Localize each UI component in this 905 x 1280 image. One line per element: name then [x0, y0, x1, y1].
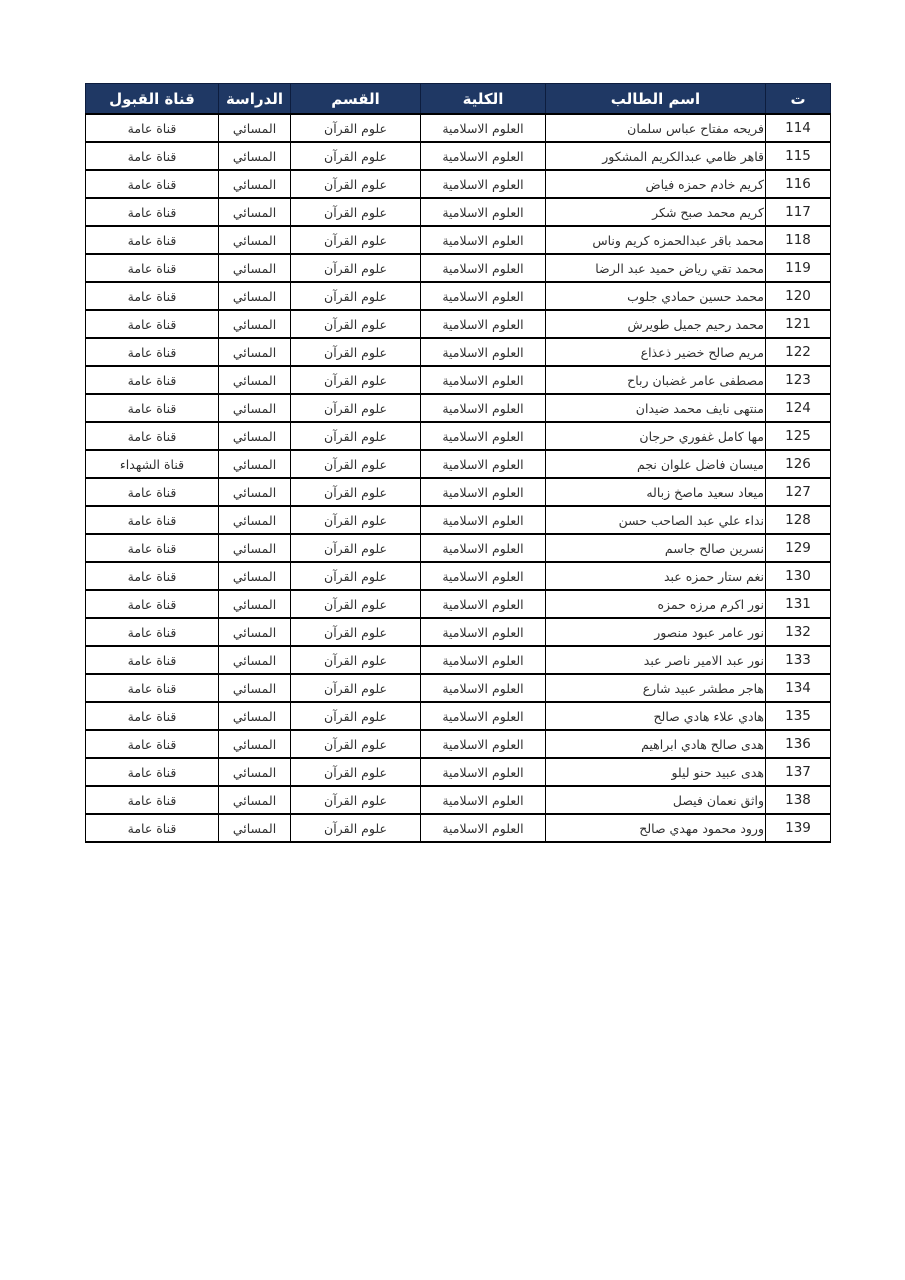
- cell-no: 139: [766, 814, 831, 842]
- col-header-dept: القسم: [291, 84, 421, 115]
- cell-channel: قناة عامة: [86, 142, 219, 170]
- cell-channel: قناة عامة: [86, 506, 219, 534]
- cell-dept: علوم القرآن: [291, 478, 421, 506]
- cell-no: 126: [766, 450, 831, 478]
- cell-name: هاجر مطشر عبيد شارع: [546, 674, 766, 702]
- cell-name: فريحه مفتاح عباس سلمان: [546, 114, 766, 142]
- table-row: [86, 142, 831, 170]
- table-header: [86, 84, 831, 115]
- cell-college: العلوم الاسلامية: [421, 338, 546, 366]
- cell-dept: علوم القرآن: [291, 786, 421, 814]
- cell-dept: علوم القرآن: [291, 450, 421, 478]
- cell-dept: علوم القرآن: [291, 702, 421, 730]
- cell-name: محمد تقي رياض حميد عبد الرضا: [546, 254, 766, 282]
- cell-no: 134: [766, 674, 831, 702]
- cell-study: المسائي: [219, 786, 291, 814]
- table-row: [86, 170, 831, 198]
- cell-dept: علوم القرآن: [291, 814, 421, 842]
- cell-no: 129: [766, 534, 831, 562]
- table-body: [86, 114, 831, 842]
- cell-name: نسرين صالح جاسم: [546, 534, 766, 562]
- cell-no: 121: [766, 310, 831, 338]
- cell-no: 116: [766, 170, 831, 198]
- cell-college: العلوم الاسلامية: [421, 114, 546, 142]
- cell-channel: قناة عامة: [86, 618, 219, 646]
- cell-college: العلوم الاسلامية: [421, 310, 546, 338]
- cell-name: منتهى نايف محمد ضيدان: [546, 394, 766, 422]
- cell-study: المسائي: [219, 394, 291, 422]
- cell-study: المسائي: [219, 618, 291, 646]
- cell-dept: علوم القرآن: [291, 674, 421, 702]
- cell-no: 135: [766, 702, 831, 730]
- cell-college: العلوم الاسلامية: [421, 282, 546, 310]
- cell-channel: قناة عامة: [86, 282, 219, 310]
- cell-name: محمد حسين حمادي جلوب: [546, 282, 766, 310]
- cell-no: 115: [766, 142, 831, 170]
- cell-name: ورود محمود مهدي صالح: [546, 814, 766, 842]
- cell-name: كريم خادم حمزه فياض: [546, 170, 766, 198]
- table-row: [86, 618, 831, 646]
- table-row: [86, 422, 831, 450]
- col-header-channel: قناة القبول: [86, 84, 219, 115]
- cell-study: المسائي: [219, 590, 291, 618]
- cell-college: العلوم الاسلامية: [421, 422, 546, 450]
- cell-study: المسائي: [219, 562, 291, 590]
- cell-channel: قناة عامة: [86, 534, 219, 562]
- cell-study: المسائي: [219, 226, 291, 254]
- cell-name: نغم ستار حمزه عبد: [546, 562, 766, 590]
- cell-name: مها كامل غفوري حرجان: [546, 422, 766, 450]
- cell-college: العلوم الاسلامية: [421, 814, 546, 842]
- cell-no: 120: [766, 282, 831, 310]
- cell-name: نداء علي عبد الصاحب حسن: [546, 506, 766, 534]
- cell-name: محمد باقر عبدالحمزه كريم وناس: [546, 226, 766, 254]
- cell-channel: قناة عامة: [86, 814, 219, 842]
- cell-study: المسائي: [219, 730, 291, 758]
- table-row: [86, 114, 831, 142]
- cell-college: العلوم الاسلامية: [421, 702, 546, 730]
- table-row: [86, 590, 831, 618]
- cell-study: المسائي: [219, 702, 291, 730]
- table-row: [86, 786, 831, 814]
- cell-dept: علوم القرآن: [291, 506, 421, 534]
- cell-channel: قناة عامة: [86, 170, 219, 198]
- cell-college: العلوم الاسلامية: [421, 590, 546, 618]
- col-header-study: الدراسة: [219, 84, 291, 115]
- cell-name: نور اكرم مرزه حمزه: [546, 590, 766, 618]
- table-row: [86, 310, 831, 338]
- cell-channel: قناة عامة: [86, 478, 219, 506]
- cell-study: المسائي: [219, 142, 291, 170]
- table-row: [86, 646, 831, 674]
- cell-no: 138: [766, 786, 831, 814]
- table-row: [86, 534, 831, 562]
- table-row: [86, 758, 831, 786]
- cell-channel: قناة عامة: [86, 338, 219, 366]
- table-row: [86, 282, 831, 310]
- cell-name: مصطفى عامر غضبان رباح: [546, 366, 766, 394]
- cell-no: 132: [766, 618, 831, 646]
- cell-college: العلوم الاسلامية: [421, 450, 546, 478]
- cell-channel: قناة عامة: [86, 786, 219, 814]
- cell-dept: علوم القرآن: [291, 590, 421, 618]
- cell-dept: علوم القرآن: [291, 170, 421, 198]
- cell-channel: قناة عامة: [86, 310, 219, 338]
- cell-channel: قناة عامة: [86, 366, 219, 394]
- col-header-no: ت: [766, 84, 831, 115]
- cell-study: المسائي: [219, 422, 291, 450]
- cell-no: 136: [766, 730, 831, 758]
- cell-study: المسائي: [219, 170, 291, 198]
- cell-channel: قناة عامة: [86, 562, 219, 590]
- cell-college: العلوم الاسلامية: [421, 646, 546, 674]
- cell-college: العلوم الاسلامية: [421, 394, 546, 422]
- cell-no: 124: [766, 394, 831, 422]
- cell-college: العلوم الاسلامية: [421, 674, 546, 702]
- cell-college: العلوم الاسلامية: [421, 506, 546, 534]
- cell-dept: علوم القرآن: [291, 394, 421, 422]
- cell-dept: علوم القرآن: [291, 226, 421, 254]
- cell-college: العلوم الاسلامية: [421, 730, 546, 758]
- cell-name: نور عبد الامير ناصر عبد: [546, 646, 766, 674]
- cell-no: 118: [766, 226, 831, 254]
- cell-dept: علوم القرآن: [291, 422, 421, 450]
- cell-study: المسائي: [219, 282, 291, 310]
- cell-college: العلوم الاسلامية: [421, 366, 546, 394]
- cell-name: هدى صالح هادي ابراهيم: [546, 730, 766, 758]
- cell-college: العلوم الاسلامية: [421, 170, 546, 198]
- cell-study: المسائي: [219, 534, 291, 562]
- col-header-name: اسم الطالب: [546, 84, 766, 115]
- cell-dept: علوم القرآن: [291, 366, 421, 394]
- table-row: [86, 338, 831, 366]
- cell-college: العلوم الاسلامية: [421, 562, 546, 590]
- table-row: [86, 702, 831, 730]
- cell-study: المسائي: [219, 674, 291, 702]
- cell-dept: علوم القرآن: [291, 254, 421, 282]
- cell-study: المسائي: [219, 338, 291, 366]
- cell-channel: قناة عامة: [86, 702, 219, 730]
- cell-dept: علوم القرآن: [291, 758, 421, 786]
- cell-dept: علوم القرآن: [291, 310, 421, 338]
- cell-channel: قناة عامة: [86, 198, 219, 226]
- cell-no: 133: [766, 646, 831, 674]
- cell-study: المسائي: [219, 114, 291, 142]
- cell-college: العلوم الاسلامية: [421, 226, 546, 254]
- cell-name: ميسان فاضل علوان نجم: [546, 450, 766, 478]
- cell-name: هادي علاء هادي صالح: [546, 702, 766, 730]
- cell-channel: قناة عامة: [86, 226, 219, 254]
- cell-college: العلوم الاسلامية: [421, 198, 546, 226]
- header-row: [86, 84, 831, 115]
- students-table: [85, 83, 831, 843]
- cell-name: هدى عبيد حنو ليلو: [546, 758, 766, 786]
- cell-name: مريم صالح خضير ذعذاع: [546, 338, 766, 366]
- table-row: [86, 450, 831, 478]
- table-row: [86, 562, 831, 590]
- cell-no: 114: [766, 114, 831, 142]
- cell-dept: علوم القرآن: [291, 730, 421, 758]
- cell-channel: قناة عامة: [86, 394, 219, 422]
- table-row: [86, 506, 831, 534]
- cell-study: المسائي: [219, 758, 291, 786]
- cell-channel: قناة عامة: [86, 422, 219, 450]
- cell-college: العلوم الاسلامية: [421, 142, 546, 170]
- cell-no: 127: [766, 478, 831, 506]
- cell-dept: علوم القرآن: [291, 198, 421, 226]
- cell-name: محمد رحيم جميل طويرش: [546, 310, 766, 338]
- cell-channel: قناة عامة: [86, 674, 219, 702]
- cell-name: نور عامر عبود منصور: [546, 618, 766, 646]
- cell-no: 119: [766, 254, 831, 282]
- cell-college: العلوم الاسلامية: [421, 534, 546, 562]
- cell-study: المسائي: [219, 198, 291, 226]
- cell-study: المسائي: [219, 310, 291, 338]
- cell-dept: علوم القرآن: [291, 114, 421, 142]
- cell-channel: قناة عامة: [86, 758, 219, 786]
- cell-channel: قناة الشهداء: [86, 450, 219, 478]
- cell-channel: قناة عامة: [86, 646, 219, 674]
- cell-study: المسائي: [219, 254, 291, 282]
- cell-name: ميعاد سعيد ماصخ زباله: [546, 478, 766, 506]
- table-row: [86, 254, 831, 282]
- cell-no: 125: [766, 422, 831, 450]
- table-row: [86, 366, 831, 394]
- cell-college: العلوم الاسلامية: [421, 758, 546, 786]
- cell-dept: علوم القرآن: [291, 534, 421, 562]
- cell-college: العلوم الاسلامية: [421, 786, 546, 814]
- cell-no: 137: [766, 758, 831, 786]
- cell-channel: قناة عامة: [86, 730, 219, 758]
- cell-college: العلوم الاسلامية: [421, 478, 546, 506]
- cell-channel: قناة عامة: [86, 254, 219, 282]
- cell-channel: قناة عامة: [86, 590, 219, 618]
- table-row: [86, 478, 831, 506]
- cell-name: واثق نعمان فيصل: [546, 786, 766, 814]
- cell-channel: قناة عامة: [86, 114, 219, 142]
- cell-study: المسائي: [219, 450, 291, 478]
- cell-no: 130: [766, 562, 831, 590]
- cell-study: المسائي: [219, 814, 291, 842]
- cell-dept: علوم القرآن: [291, 562, 421, 590]
- col-header-college: الكلية: [421, 84, 546, 115]
- cell-no: 123: [766, 366, 831, 394]
- cell-study: المسائي: [219, 506, 291, 534]
- cell-college: العلوم الاسلامية: [421, 254, 546, 282]
- cell-no: 117: [766, 198, 831, 226]
- cell-study: المسائي: [219, 366, 291, 394]
- cell-no: 122: [766, 338, 831, 366]
- cell-study: المسائي: [219, 646, 291, 674]
- cell-dept: علوم القرآن: [291, 338, 421, 366]
- cell-dept: علوم القرآن: [291, 142, 421, 170]
- cell-no: 131: [766, 590, 831, 618]
- table-row: [86, 814, 831, 842]
- cell-college: العلوم الاسلامية: [421, 618, 546, 646]
- table-row: [86, 394, 831, 422]
- cell-no: 128: [766, 506, 831, 534]
- cell-name: قاهر ظامي عبدالكريم المشكور: [546, 142, 766, 170]
- table-row: [86, 198, 831, 226]
- table-row: [86, 730, 831, 758]
- table-row: [86, 226, 831, 254]
- students-table-container: [85, 83, 830, 843]
- cell-dept: علوم القرآن: [291, 618, 421, 646]
- cell-name: كريم محمد صبح شكر: [546, 198, 766, 226]
- cell-study: المسائي: [219, 478, 291, 506]
- cell-dept: علوم القرآن: [291, 282, 421, 310]
- table-row: [86, 674, 831, 702]
- cell-dept: علوم القرآن: [291, 646, 421, 674]
